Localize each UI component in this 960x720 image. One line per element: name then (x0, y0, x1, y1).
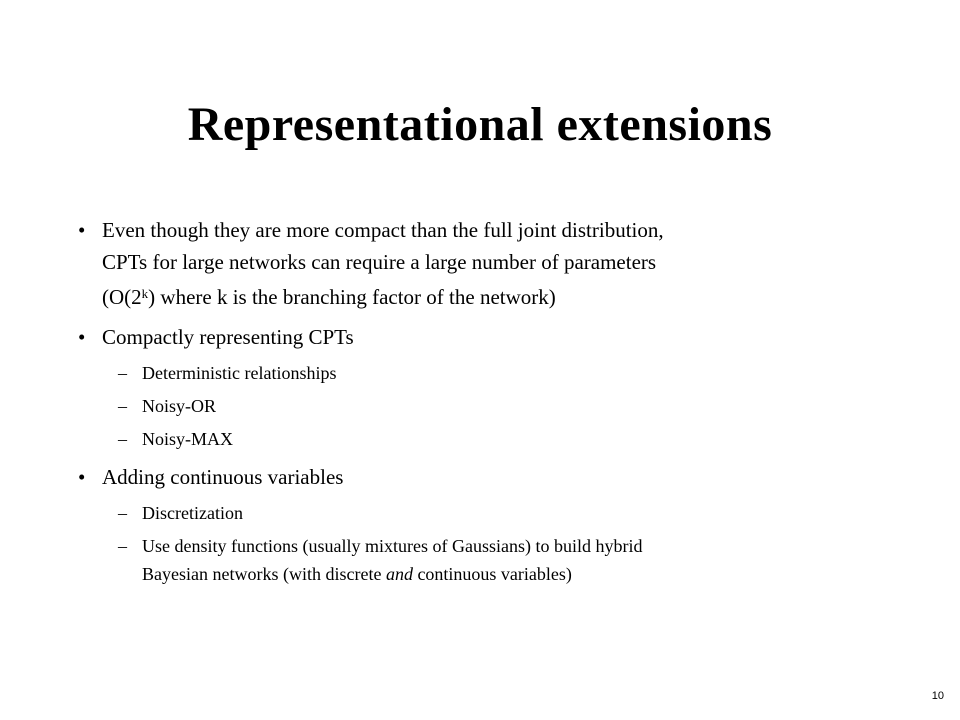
sub-item-text: Deterministic relationships (142, 363, 337, 383)
bullet-text: Compactly representing CPTs (102, 325, 354, 349)
dash-marker: – (118, 536, 127, 556)
sub-item-line: Use density functions (usually mixtures of Gaussians) to build hybrid (142, 536, 643, 556)
bullet-line: CPTs for large networks can require a large number of parameters (102, 250, 657, 274)
bullet-continuous-variables (78, 461, 878, 493)
bullet-line: Even though they are more compact than the full joint distribution, (102, 218, 664, 242)
sub-item-text: Noisy-OR (142, 396, 217, 416)
emphasis-text: and (385, 564, 413, 584)
sub-item-density-functions (78, 532, 878, 588)
bullet-line (102, 278, 878, 313)
bullet-marker: • (78, 325, 86, 349)
dash-marker: – (118, 396, 127, 416)
dash-marker: – (118, 363, 127, 383)
text-span: (O(2 (102, 285, 142, 309)
bullet-marker: • (78, 465, 86, 489)
sub-item-noisy-or (78, 392, 878, 420)
slide-title: Representational extensions (187, 98, 773, 151)
sub-item-discretization (78, 499, 878, 527)
sub-item-text: Noisy-MAX (142, 429, 234, 449)
bullet-compactness (78, 214, 878, 313)
bullet-compact-cpts (78, 321, 878, 353)
superscript: k (141, 286, 149, 301)
text-span: continuous variables) (412, 564, 572, 584)
sub-item-noisy-max (78, 425, 878, 453)
bullet-text: Adding continuous variables (102, 465, 344, 489)
text-span: Bayesian networks (with discrete (142, 564, 386, 584)
dash-marker: – (118, 503, 127, 523)
bullet-marker: • (78, 218, 86, 242)
text-span: ) where k is the branching factor of the network) (148, 285, 556, 309)
sub-item-line (142, 560, 878, 588)
dash-marker: – (118, 429, 127, 449)
slide-number: 10 (931, 690, 944, 702)
slide-content (78, 214, 878, 588)
sub-item-deterministic (78, 359, 878, 387)
sub-item-text: Discretization (142, 503, 243, 523)
